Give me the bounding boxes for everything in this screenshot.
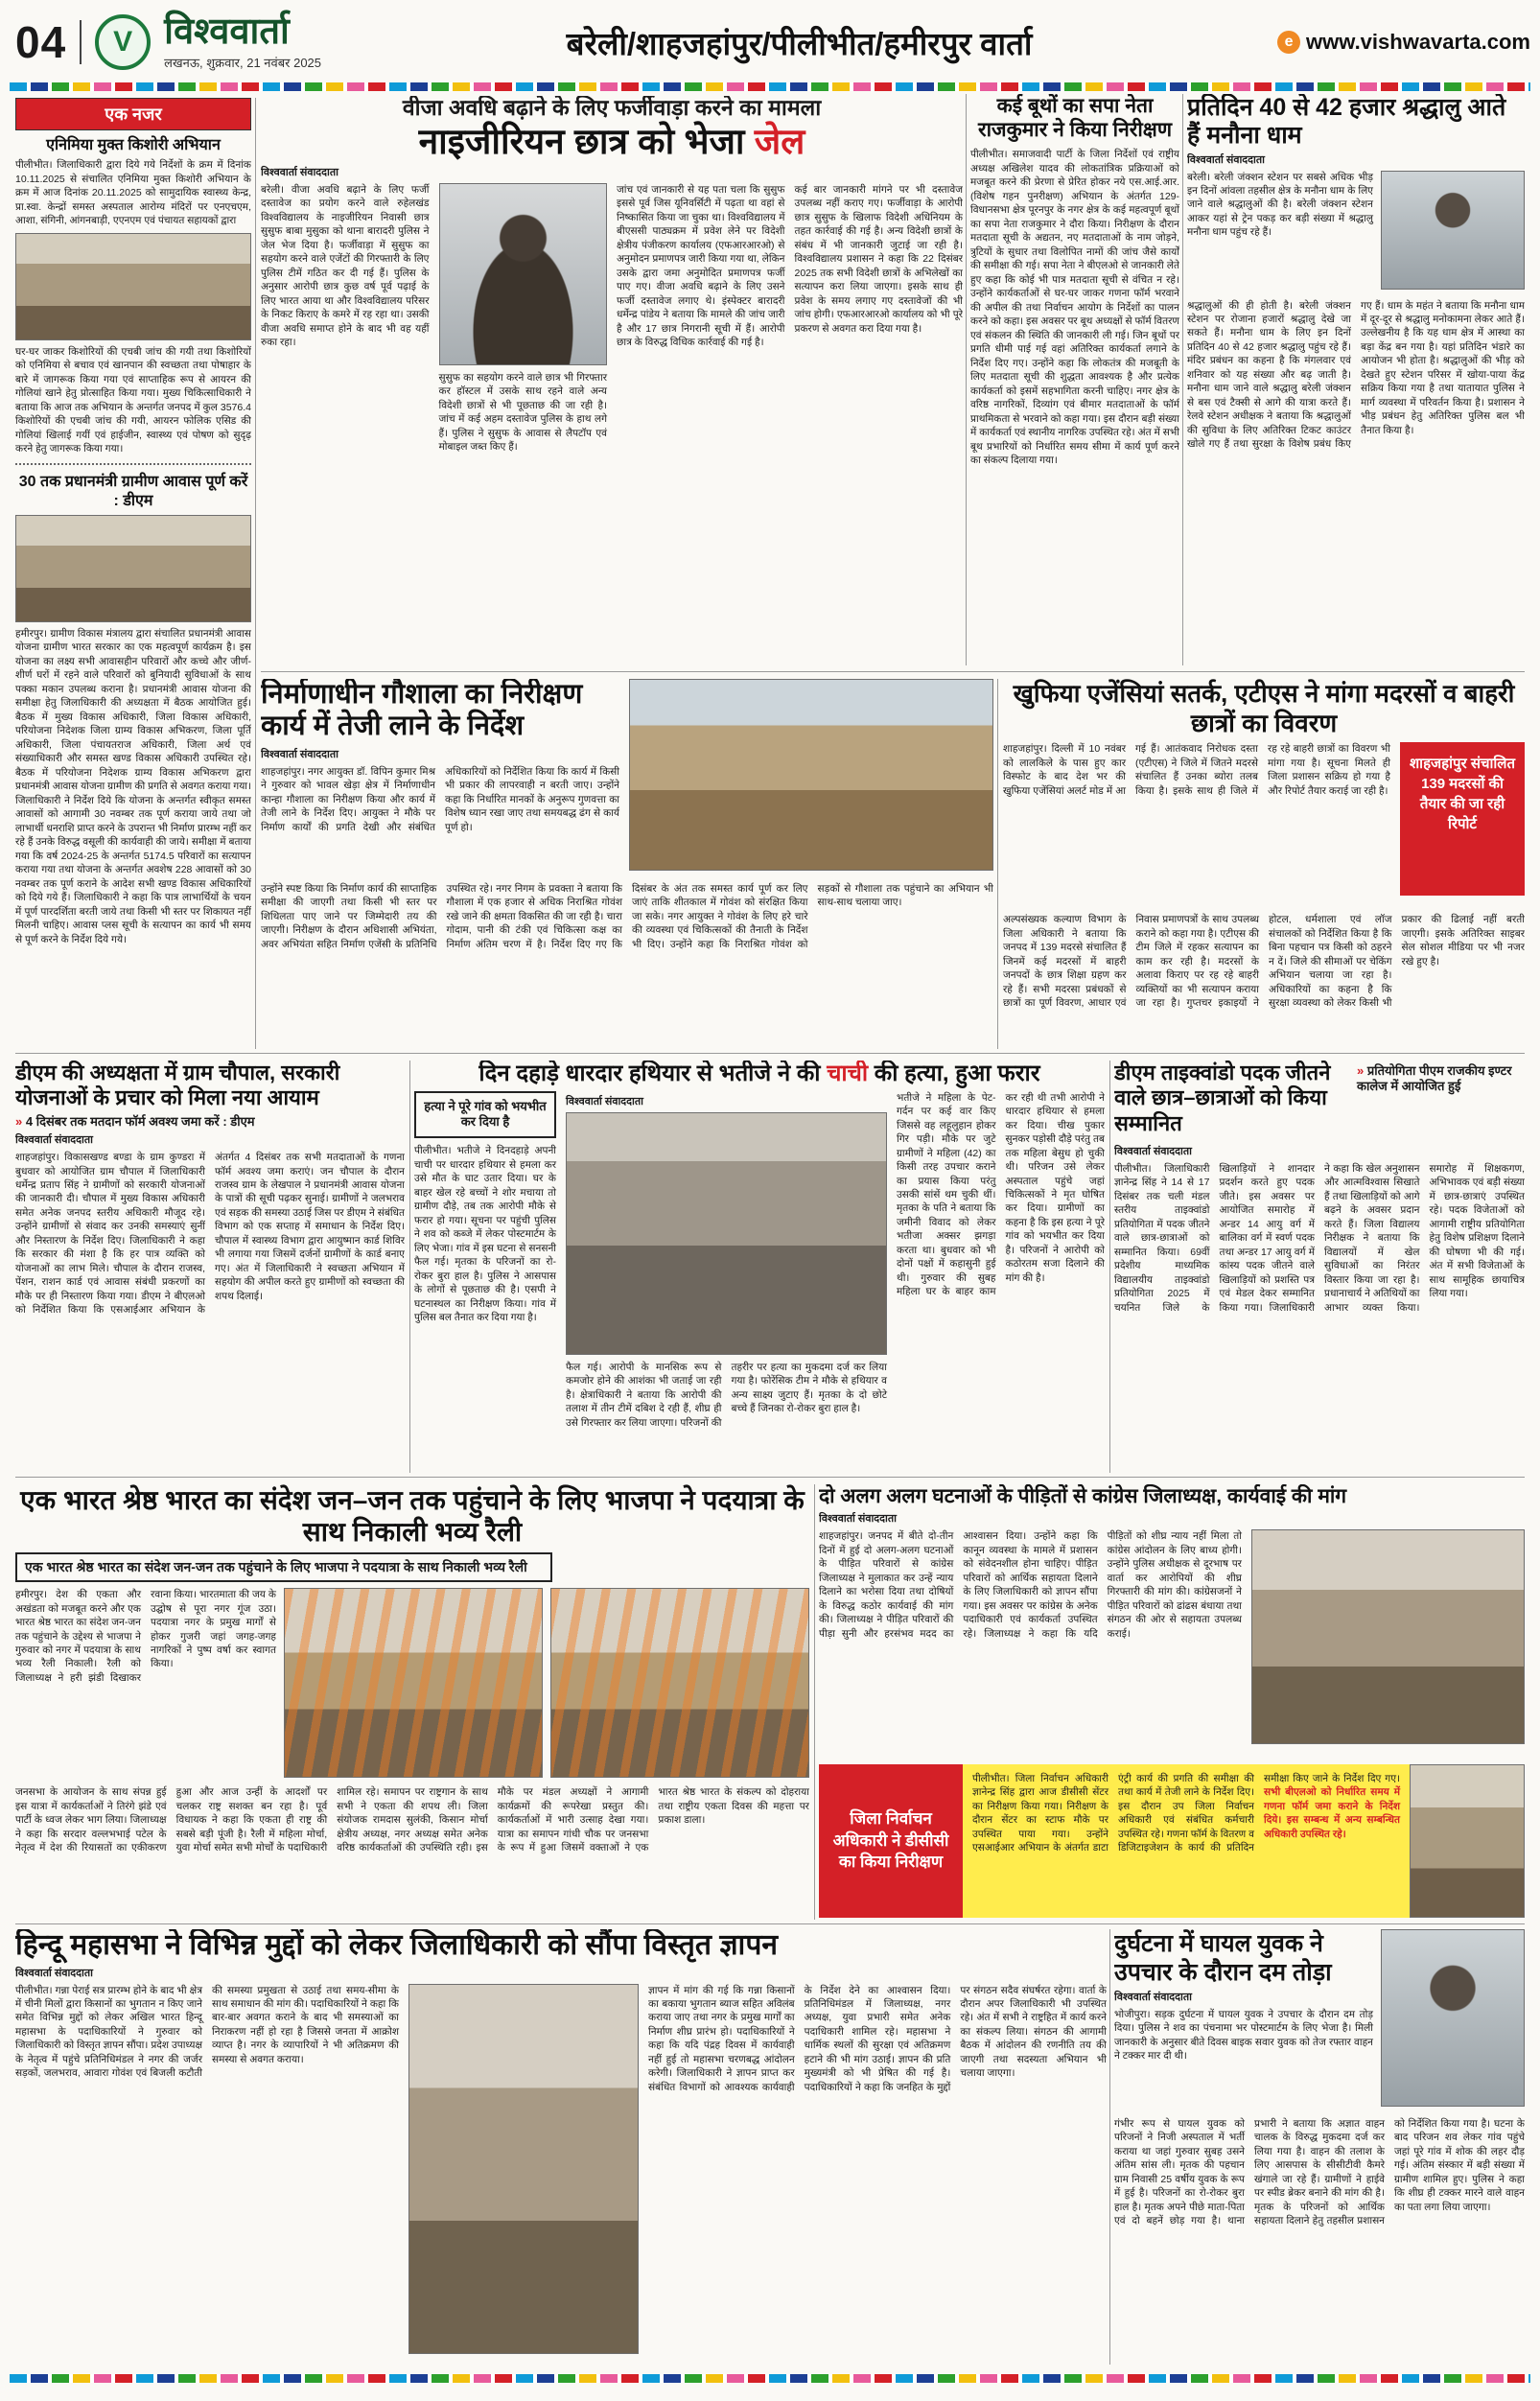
yellow-text-box <box>963 1764 1410 1918</box>
article-byline: विश्ववार्ता संवाददाता <box>566 1095 643 1107</box>
article-photo <box>15 233 251 340</box>
rally-photo-2 <box>550 1588 809 1778</box>
bullet-arrow-icon: » <box>15 1113 23 1129</box>
page-number: 04 <box>10 20 82 64</box>
article-byline: विश्ववार्ता संवाददाता <box>15 1134 93 1147</box>
body-column: पीलीभीत। गन्ना पेराई सत्र प्रारम्भ होने के बाद भी क्षेत्र में चीनी मिलों द्वारा किसानों का भुगतान न किए जाने समेत विभिन्न मुद्दों को लेकर अखिल भारत हिन्दू महासभा के पदाधिकारियों ने गुरुवार को जिलाधिकारी को विस्तृत ज्ञापन सौंपा। प्रदेश उपाध्यक्ष के नेतृत्व में पहुंचे प्रतिनिधिमंडल ने नगर की जर्जर सड़कों, जलभराव, आवारा गोवंश एवं बिजली कटौती की समस्या प्रमुखता से उठाई तथा समय-सीमा के साथ समाधान की मांग की। पदाधिकारियों ने कहा कि बार-बार अवगत कराने के बाद भी समस्याओं का निराकरण नहीं हो रहा है जिससे जनता में आक्रोश व्याप्त है। नगर के व्यापारियों ने भी अतिक्रमण की समस्या से अवगत कराया। <box>15 1984 399 2080</box>
article-manona-dham <box>1187 94 1525 665</box>
crime-scene-photo <box>566 1112 887 1355</box>
article-columns <box>261 183 963 649</box>
article-gram-chaupal <box>15 1061 405 1473</box>
article-photo <box>1381 171 1525 290</box>
body-column: सुसुफ का सहयोग करने वाले छात्र भी गिरफ्तार कर हॉस्टल में उसके साथ रहने वाले अन्य विदेशी छात्रों से भी पूछताछ की जा रही है। जांच में कई अहम दस्तावेज पुलिस के हाथ लगे हैं। पुलिस ने सुसुफ के आवास से लैपटॉप एवं मोबाइल जब्त किए हैं। <box>438 371 607 454</box>
victim-photo <box>1381 1929 1525 2107</box>
article-headline: दिन दहाड़े धारदार हथियार से भतीजे ने की चाची की हत्या, हुआ फरार <box>478 1061 1040 1086</box>
article-headline: दो अलग अलग घटनाओं के पीड़ितों से कांग्रेस जिलाध्यक्ष, कार्यवाई की मांग <box>819 1485 1347 1507</box>
red-label-box: जिला निर्वाचन अधिकारी ने डीसीसी का किया निरीक्षण <box>819 1764 963 1918</box>
divider-line <box>1182 94 1183 665</box>
article-congress-victims <box>819 1484 1525 1757</box>
article-bjp-rally <box>15 1484 809 1920</box>
middle-column <box>566 1091 887 1463</box>
article-headline: निर्माणाधीन गौशाला का निरीक्षण कार्य में तेजी लाने के निर्देश <box>261 679 583 742</box>
section-title-ek-nazar: एक नजर <box>15 98 251 130</box>
dotted-divider <box>15 463 251 465</box>
article-top-row <box>261 679 993 876</box>
article-headline: डीएम ताइक्वांडो पदक जीतने वाले छात्र–छात्राओं को किया सम्मानित <box>1114 1061 1331 1135</box>
body-column: जांच एवं जानकारी से यह पता चला कि सुसुफ इससे पूर्व जिस यूनिवर्सिटी में पढ़ता था वहां से निष्कासित किया जा चुका था। विश्वविद्यालय में बीएससी पाठ्यक्रम में प्रवेश लेने पर विदेशी क्षेत्रीय पंजीकरण कार्यालय (एफआरआरओ) से अनुमोदन प्रमाणपत्र जारी किया गया था, लेकिन उसके द्वारा जमा अनुमोदित प्रमाणपत्र फर्जी पाए गए। वीजा अवधि बढ़ाने के लिए उसने फर्जी दस्तावेज लगाए थे। इंस्पेक्टर बारादरी धर्मेन्द्र पांडेय ने बताया कि मामले की जांच जारी है और 17 छात्र निगरानी सूची में हैं। आरोपी छात्र के विरुद्ध विधिक कार्रवाई की गई है। <box>617 183 785 349</box>
article-body: श्रद्धालुओं की ही होती है। बरेली जंक्शन स्टेशन पर रोजाना हजारों श्रद्धालु देखे जा सकते हैं। मनौना धाम के लिए इन दिनों प्रतिदिन 40 से 42 हजार श्रद्धालु पहुंच रहे हैं। मंदिर प्रबंधन का कहना है कि मंगलवार एवं शनिवार को यह संख्या और बढ़ जाती है। मनौना धाम जाने वाले श्रद्धालु बरेली जंक्शन से बस एवं टैक्सी से आगे की यात्रा करते हैं। रेलवे स्टेशन अधीक्षक ने बताया कि श्रद्धालुओं की सुविधा के लिए अतिरिक्त टिकट काउंटर खोले गए हैं तथा सुरक्षा के विशेष प्रबंध किए गए हैं। धाम के महंत ने बताया कि मनौना धाम में दूर-दूर से श्रद्धालु मनोकामना लेकर आते हैं। उल्लेखनीय है कि यह धाम क्षेत्र में आस्था का बड़ा केंद्र बन गया है। यहां प्रतिदिन भंडारे का आयोजन भी होता है। श्रद्धालुओं की भीड़ को देखते हुए स्टेशन परिसर में खोया-पाया केंद्र सक्रिय किया गया है तथा यातायात पुलिस ने मार्ग व्यवस्था में परिवर्तन किया है। प्रशासन ने भीड़ प्रबंधन हेतु अतिरिक्त पुलिस बल भी तैनात किया है। <box>1187 299 1525 451</box>
article-body: पीलीभीत। जिला निर्वाचन अधिकारी ज्ञानेन्द्र सिंह द्वारा आज डीसीसी सेंटर का निरीक्षण किया गया। निरीक्षण के दौरान सेंटर का स्टाफ मौके पर उपस्थित पाया गया। उन्होंने एसआईआर अभियान के अंतर्गत डाटा एंट्री कार्य की प्रगति की समीक्षा की तथा कार्य में तेजी लाने के निर्देश दिए। इस दौरान उप जिला निर्वाचन अधिकारी एवं संबंधित कर्मचारी उपस्थित रहे। गणना फॉर्म के वितरण व डिजिटाइजेशन के कार्य की प्रतिदिन समीक्षा किए जाने के निर्देश दिए गए। सभी बीएलओ को निर्धारित समय में गणना फॉर्म जमा कराने के निर्देश दिये। इस सम्बन्ध में अन्य सम्बन्धित अधिकारी उपस्थित रहे। <box>972 1773 1400 1854</box>
article-byline: विश्ववार्ता संवाददाता <box>1114 1992 1192 2003</box>
article-body: हमीरपुर। ग्रामीण विकास मंत्रालय द्वारा संचालित प्रधानमंत्री आवास योजना ग्रामीण भारत सरकार का एक महत्वपूर्ण कार्यक्रम है। इस योजना का लक्ष्य सभी आवासहीन परिवारों और कच्चे और जीर्ण-शीर्ण घरों में रहने वाले परिवारों को बुनियादी सुविधाओं के साथ पक्का मकान उपलब्ध कराना है। प्रधानमंत्री आवास योजना की समीक्षा हेतु जिलाधिकारी की अध्यक्षता में बैठक आयोजित हुई। बैठक में मुख्य विकास अधिकारी, जिला विकास अधिकारी, परियोजना निदेशक जिला ग्राम्य विकास अभिकरण, जिला पूर्ति अधिकारी, जिला पंचायतराज अधिकारी, जिला अर्थ एवं संख्याधिकारी और समस्त खण्ड विकास अधिकारी उपस्थित रहे। बैठक में परियोजना निदेशक ग्राम्य विकास अभिकरण द्वारा प्रधानमंत्री आवास योजना ग्रामीण की प्रगति से अवगत कराया गया। जिलाधिकारी ने निर्देश दिये कि योजना के अन्तर्गत स्वीकृत समस्त आवासों को आगामी 30 नवम्बर तक पूर्ण कराया जाये तथा जो लाभार्थी धनराशि प्राप्त करने के उपरान्त भी निर्माण प्रारम्भ नहीं कर रहे हैं उनके विरुद्ध वसूली की कार्यवाही की जाये। समीक्षा में बताया गया कि वर्ष 2024-25 के अन्तर्गत 5174.5 परिवारों का सत्यापन कराया गया तथा योजना के अन्तर्गत अवशेष 228 आवासों को 30 नवम्बर तक पूर्ण कराने के आदेश सभी खण्ड विकास अधिकारियों को दिये गये हैं। जिलाधिकारी ने कहा कि पात्र लाभार्थियों के चयन में पूर्ण पारदर्शिता बरती जाये तथा किसी भी स्तर पर शिकायत नहीं मिलनी चाहिए। आवास प्लस सूची के सत्यापन का कार्य भी समय से पूर्ण करने के निर्देश दिये गये। <box>15 627 251 945</box>
article-photo <box>1251 1529 1525 1744</box>
article-byline: विश्ववार्ता संवाददाता <box>1187 153 1265 166</box>
bullet-arrow-icon: » <box>1357 1063 1365 1078</box>
article-bullet: » 4 दिसंबर तक मतदान फॉर्म अवश्य जमा करें : डीएम <box>15 1113 255 1129</box>
article-byline: विश्ववार्ता संवाददाता <box>15 1967 93 1979</box>
article-headline: खुफिया एजेंसियां सतर्क, एटीएस ने मांगा मदरसों व बाहरी छात्रों का विवरण <box>1013 679 1515 738</box>
article-ats-madrasa-report <box>1003 679 1525 1049</box>
rainbow-divider-top <box>10 82 1530 91</box>
article-photo <box>1410 1764 1525 1918</box>
divider-line <box>814 1484 815 1920</box>
website-url: www.vishwavarta.com <box>1306 30 1530 54</box>
masthead-title: विश्ववार्ता <box>164 12 290 53</box>
website-link <box>1277 30 1530 55</box>
article-headline: 30 तक प्रधानमंत्री ग्रामीण आवास पूर्ण करें : डीएम <box>18 474 248 509</box>
article-lead: हमीरपुर। देश की एकता और अखंडता को मजबूत करने और एक भारत श्रेष्ठ भारत का संदेश जन-जन तक पहुंचाने के उद्देश्य से भाजपा ने गुरुवार को नगर में पदयात्रा के साथ भव्य रैली निकाली। रैली को जिलाध्यक्ष ने हरी झंडी दिखाकर रवाना किया। भारतमाता की जय के उद्घोष से पूरा नगर गूंज उठा। पदयात्रा नगर के प्रमुख मार्गों से होकर गुजरी जहां जगह-जगह नागरिकों ने पुष्प वर्षा कर स्वागत किया। <box>15 1589 276 1684</box>
article-body: शाहजहांपुर। दिल्ली में 10 नवंबर को लालकिले के पास हुए कार विस्फोट के बाद देश भर की खुफिया एजेंसियां अलर्ट मोड में आ गई हैं। आतंकवाद निरोधक दस्ता (एटीएस) ने जिले में जितने मदरसे संचालित हैं उनका ब्योरा तलब किया है। इसके साथ ही जिले में रह रहे बाहरी छात्रों का विवरण भी मांगा गया है। सूचना मिलते ही जिला प्रशासन सक्रिय हो गया है और रिपोर्ट तैयार कराई जा रही है। <box>1003 743 1390 797</box>
article-headline: नाइजीरियन छात्र को भेजा जेल <box>418 122 805 162</box>
article-body: घर-घर जाकर किशोरियों की एचबी जांच की गयी तथा किशोरियों को एनिमिया से बचाव एवं खानपान की स्वच्छता तथा पोषाहार के बारे में जागरूक किया गया एवं साप्ताहिक रूप से आयरन की गोलियां खाने हेतु प्रोत्साहित किया गया। मुख्य चिकित्साधिकारी ने बताया कि आज तक अभियान के अन्तर्गत जनपद में कुल 3576.4 किशोरियों की एचबी जांच की गयी, आयरन फोलिक एसिड की गोलियां खिलाई गयीं एवं हाईजीन, स्वास्थ्य एवं पोषण को सुदृढ़ करने हेतु जागरूक किया गया। <box>15 345 251 455</box>
edition-title: बरेली/शाहजहांपुर/पीलीभीत/हमीरपुर वार्ता <box>566 25 1033 61</box>
article-headline: डीएम की अध्यक्षता में ग्राम चौपाल, सरकारी योजनाओं के प्रचार को मिला नया आयाम <box>15 1061 340 1110</box>
vishwavarta-logo-icon: V <box>95 14 151 70</box>
page-header <box>10 6 1530 79</box>
article-body: पीलीभीत। जिलाधिकारी द्वारा दिये गये निर्देशों के क्रम में दिनांक 10.11.2025 से संचालित एनिमिया मुक्त किशोरी अभियान के क्रम में आज दिनांक 20.11.2025 को सामुदायिक स्वास्थ्य केन्द्र, प्रा.स्वा. केन्द्रों समस्त अस्पताल आरोग्य मंदिरों पर एनएचएम, आशा, संगिनी, आंगनबाड़ी, एएनएम एवं पंचायत सहायकों द्वारा <box>15 159 251 227</box>
article-head-cell <box>261 679 619 876</box>
article-headline: एनिमिया मुक्त किशोरी अभियान <box>46 137 221 153</box>
article-body: पीलीभीत। समाजवादी पार्टी के जिला निर्देशों एवं राष्ट्रीय अध्यक्ष अखिलेश यादव की लोकतांत्रिक प्रक्रियाओं को मजबूत करने की प्रेरणा से प्रेरित होकर नये एस.आई.आर. (विशेष गहन पुनरीक्षण) अभियान के अंतर्गत 129-विधानसभा क्षेत्र पूरनपुर के नगर क्षेत्र के कई महत्वपूर्ण बूथों का सपा नेता राजकुमार ने दौरा किया। निरीक्षण के दौरान मतदाता सूची के अद्यतन, नए मतदाताओं के नाम जोड़ने, त्रुटियों के सुधार तथा विलोपित नामों की जांच जैसे कार्यों की समीक्षा की गई। सपा नेता ने बीएलओ से जानकारी लेते हुए कहा कि कोई भी पात्र मतदाता सूची से वंचित न रहे। उन्होंने कार्यकर्ताओं से घर-घर जाकर गणना फॉर्म भरवाने की अपील की तथा निर्वाचन आयोग के निर्देशों का पालन करने को कहा। इस अवसर पर बूथ अध्यक्षों से फॉर्म वितरण एवं संकलन की स्थिति की जानकारी ली गई। जिन बूथों पर प्रगति धीमी पाई गई वहां अतिरिक्त कार्यकर्ता लगाने के निर्देश दिए गए। उन्होंने कहा कि लोकतंत्र की मजबूती के लिए मतदाता सूची की शुद्धता आवश्यक है और प्रत्येक कार्यकर्ता को इसमें सहभागिता करनी चाहिए। नगर क्षेत्र के वरिष्ठ नागरिकों, दिव्यांग एवं बीमार मतदाताओं के फॉर्म प्राथमिकता से भरवाने को कहा गया। इस दौरान बड़ी संख्या में कार्यकर्ता एवं स्थानीय नागरिक उपस्थित रहे। अंत में सभी बूथ प्रभारियों को निर्धारित समय सीमा में कार्य पूर्ण करने का संकल्प दिलाया गया। <box>970 149 1179 467</box>
divider-line <box>15 1477 1525 1478</box>
article-body: गंभीर रूप से घायल युवक को परिजनों ने निजी अस्पताल में भर्ती कराया था जहां गुरुवार सुबह उसने अंतिम सांस ली। मृतक की पहचान ग्राम निवासी 25 वर्षीय युवक के रूप में हुई है। परिजनों का रो-रोकर बुरा हाल है। मृतक अपने पीछे माता-पिता एवं दो बहनें छोड़ गया है। थाना प्रभारी ने बताया कि अज्ञात वाहन चालक के विरुद्ध मुकदमा दर्ज कर लिया गया है। वाहन की तलाश के लिए आसपास के सीसीटीवी कैमरे खंगाले जा रहे हैं। ग्रामीणों ने हाईवे पर स्पीड ब्रेकर बनाने की मांग की है। मृतक के परिजनों को आर्थिक सहायता दिलाने हेतु तहसील प्रशासन को निर्देशित किया गया है। घटना के बाद परिजन शव लेकर गांव पहुंचे जहां पूरे गांव में शोक की लहर दौड़ गई। अंतिम संस्कार में बड़ी संख्या में ग्रामीण शामिल हुए। पुलिस ने कहा कि शीघ्र ही टक्कर मारने वाले वाहन का पता लगा लिया जाएगा। <box>1114 2118 1525 2227</box>
article-headline: हिन्दू महासभा ने विभिन्न मुद्दों को लेकर जिलाधिकारी को सौंपा विस्तृत ज्ञापन <box>15 1929 779 1961</box>
article-mid-row <box>15 1588 809 1780</box>
globe-icon: e <box>1277 31 1300 54</box>
body-column: फैल गई। आरोपी के मानसिक रूप से कमजोर होने की आशंका भी जताई जा रही है। क्षेत्राधिकारी ने बताया कि आरोपी की तलाश में तीन टीमें दबिश दे रही हैं, शीघ्र ही उसे गिरफ्तार कर लिया जाएगा। परिजनों की तहरीर पर हत्या का मुकदमा दर्ज कर लिया गया है। फोरेंसिक टीम ने मौके से हथियार व अन्य साक्ष्य जुटाए हैं। मृतका के दो छोटे बच्चे हैं जिनका रो-रोकर बुरा हाल है। <box>566 1361 887 1429</box>
article-body: पीलीभीत। जिलाधिकारी ज्ञानेन्द्र सिंह ने 14 से 17 दिसंबर तक चली मंडल स्तरीय ताइक्वांडो प्रतियोगिता में पदक जीतने वाले छात्र-छात्राओं को सम्मानित किया। 69वीं प्रदेशीय माध्यमिक विद्यालयीय ताइक्वांडो प्रतियोगिता 2025 में चयनित जिले के खिलाड़ियों ने शानदार प्रदर्शन करते हुए पदक जीते। इस अवसर पर आयोजित समारोह में अन्डर 14 आयु वर्ग में बालिका वर्ग में स्वर्ण पदक तथा अन्डर 17 आयु वर्ग में कांस्य पदक जीतने वाले खिलाड़ियों को प्रशस्ति पत्र एवं मेडल देकर सम्मानित किया गया। जिलाधिकारी ने कहा कि खेल अनुशासन और आत्मविश्वास सिखाते हैं तथा खिलाड़ियों को आगे बढ़ने के अवसर प्रदान करते हैं। जिला विद्यालय निरीक्षक ने बताया कि विद्यालयों में खेल सुविधाओं का निरंतर विस्तार किया जा रहा है। प्रधानाचार्य ने अतिथियों का आभार व्यक्त किया। समारोह में शिक्षकगण, अभिभावक एवं बड़ी संख्या में छात्र-छात्राएं उपस्थित रहे। पदक विजेताओं को आगामी राष्ट्रीय प्रतियोगिता हेतु विशेष प्रशिक्षण दिलाने की घोषणा भी की गई। अंत में सभी विजेताओं के साथ सामूहिक छायाचित्र लिया गया। <box>1114 1163 1525 1314</box>
body-column: बरेली। वीजा अवधि बढ़ाने के लिए फर्जी दस्तावेज का प्रयोग करने वाले रुहेलखंड विश्वविद्यालय के नाइजीरियन निवासी छात्र सुसुफ बाबा मुसुका को थाना बारादरी पुलिस ने जेल भेज दिया है। फर्जीवाड़ा में सुसुफ का सहयोग करने वाले एजेंटों की गिरफ्तारी के लिए पुलिस टीमें गठित कर दी गई हैं। पुलिस के अनुसार आरोपी छात्र कुछ वर्ष पूर्व पढ़ाई के लिए भारत आया था और विश्वविद्यालय परिसर के निकट किराए के कमरे में रह रहा था। उसकी वीजा अवधि समाप्त होने के बाद भी वह यहीं रुका रहा। <box>261 183 430 349</box>
article-photo <box>629 679 993 871</box>
body-column: पीलीभीत। भतीजे ने दिनदहाड़े अपनी चाची पर धारदार हथियार से हमला कर उसे मौत के घाट उतार दिया। घर के बाहर खेल रहे बच्चों ने शोर मचाया तो ग्रामीण दौड़े, तब तक आरोपी मौके से फरार हो गया। सूचना पर पहुंची पुलिस ने शव को कब्जे में लेकर पोस्टमार्टम के लिए भेजा। गांव में इस घटना से सनसनी फैल गई। मृतका के परिजनों का रो-रोकर बुरा हाल है। पुलिस ने आसपास के लोगों से पूछताछ की है। एसपी ने घटनास्थल का निरीक्षण किया। गांव में पुलिस बल तैनात कर दिया गया है। <box>414 1145 556 1324</box>
divider-line <box>409 1061 410 1473</box>
memorandum-photo <box>408 1984 639 2354</box>
article-byline: विश्ववार्ता संवाददाता <box>819 1513 897 1526</box>
article-taekwondo-awards <box>1114 1061 1525 1473</box>
article-columns <box>15 1984 1107 2354</box>
article-headline: एक भारत श्रेष्ठ भारत का संदेश जन–जन तक पहुंचाने के लिए भाजपा ने पदयात्रा के साथ निकाली भव्य रैली <box>20 1485 805 1548</box>
article-photo <box>15 515 251 622</box>
masthead-dateline: लखनऊ, शुक्रवार, 21 नवंबर 2025 <box>164 55 322 70</box>
article-lead-row <box>1187 171 1525 293</box>
body-column: कई बार जानकारी मांगने पर भी दस्तावेज उपलब्ध नहीं कराए गए। फर्जीवाड़ा के आरोपी छात्र सुसुफ के खिलाफ विदेशी अधिनियम के तहत कार्रवाई की गई है। अन्य विदेशी छात्रों के संबंध में भी जानकारी जुटाई जा रही है। विश्वविद्यालय प्रशासन ने कहा कि 22 दिसंबर 2025 तक सभी विदेशी छात्रों के अभिलेखों का सत्यापन करा लिया जाएगा। इसके साथ ही प्रवेश के समय लगाए गए दस्तावेजों की भी जांच होगी। एफआरआरओ कार्यालय को भी पूरे प्रकरण से अवगत करा दिया गया है। <box>794 183 963 335</box>
article-top-row <box>1114 1061 1525 1141</box>
article-headline: कई बूथों का सपा नेता राजकुमार ने किया निरीक्षण <box>977 95 1173 142</box>
article-body: शाहजहांपुर। विकासखण्ड बण्डा के ग्राम कुण्डरा में बुधवार को आयोजित ग्राम चौपाल में जिलाधिकारी धर्मेन्द्र प्रताप सिंह ने ग्रामीणों को सरकारी योजनाओं की जानकारी दी। चौपाल में मुख्य विकास अधिकारी समेत अनेक जनपद स्तरीय अधिकारी मौजूद रहे। उन्होंने ग्रामीणों से संवाद कर उनकी समस्याएं सुनीं और निस्तारण के निर्देश दिए। जिलाधिकारी ने कहा कि सरकार की मंशा है कि हर पात्र व्यक्ति को योजनाओं का लाभ मिले। चौपाल के दौरान राजस्व, पेंशन, राशन कार्ड एवं आवास संबंधी प्रकरणों का मौके पर ही निस्तारण किया गया। डीएम ने बीएलओ को निर्देशित किया कि एसआईआर अभियान के अंतर्गत 4 दिसंबर तक सभी मतदाताओं के गणना फॉर्म अवश्य जमा कराएं। जन चौपाल के दौरान राजस्व ग्राम के लेखपाल ने प्रधानमंत्री आवास योजना के पात्रों की सूची पढ़कर सुनाई। ग्रामीणों ने जलभराव एवं सड़क की समस्या उठाई जिस पर डीएम ने संबंधित विभाग को एक सप्ताह में समाधान के निर्देश दिए। चौपाल में स्वास्थ्य विभाग द्वारा आयुष्मान कार्ड शिविर भी लगाया गया जिसमें दर्जनों ग्रामीणों के कार्ड बनाए गए। अंत में जिलाधिकारी ने स्वच्छता अभियान में सहयोग की अपील करते हुए ग्रामीणों को स्वच्छता की शपथ दिलाई। <box>15 1152 405 1317</box>
left-column <box>414 1091 556 1463</box>
article-kicker: वीजा अवधि बढ़ाने के लिए फर्जीवाड़ा करने का मामला <box>402 96 822 120</box>
dcc-row <box>819 1764 1525 1918</box>
divider-line <box>966 94 967 665</box>
article-strap: एक भारत श्रेष्ठ भारत का संदेश जन-जन तक पहुंचाने के लिए भाजपा ने पदयात्रा के साथ निकाली भव्य रैली <box>15 1552 552 1582</box>
article-byline: विश्ववार्ता संवाददाता <box>261 748 338 760</box>
masthead-block <box>164 13 321 71</box>
inset-quote-box: हत्या ने पूरे गांव को भयभीत कर दिया है <box>414 1091 556 1139</box>
article-columns <box>819 1529 1525 1746</box>
article-byline: विश्ववार्ता संवाददाता <box>261 166 338 178</box>
article-aunt-murder <box>414 1061 1105 1473</box>
article-sp-booth-inspection <box>970 94 1179 665</box>
article-byline: विश्ववार्ता संवाददाता <box>1114 1146 1192 1157</box>
right-column: भतीजे ने महिला के पेट-गर्दन पर कई वार किए जिससे वह लहूलुहान होकर गिर पड़ी। मौके पर जुटे ग्रामीणों ने महिला (42) का किसी तरह उपचार कराने का प्रयास किया परंतु उसकी सांसें थम चुकी थीं। मृतका के पति ने बताया कि जमीनी विवाद को लेकर भतीजा अक्सर झगड़ा करता था। बुधवार को भी दोनों पक्षों में कहासुनी हुई थी। गुरुवार की सुबह महिला घर के बाहर काम कर रही थी तभी आरोपी ने धारदार हथियार से हमला कर दिया। चीख पुकार सुनकर पड़ोसी दौड़े परंतु तब तक महिला बेसुध हो चुकी थी। परिजन उसे लेकर अस्पताल पहुंचे जहां चिकित्सकों ने मृत घोषित कर दिया। ग्रामीणों का कहना है कि इस हत्या ने पूरे गांव को भयभीत कर दिया है। परिजनों ने आरोपी को कठोरतम सजा दिलाने की मांग की है। <box>897 1091 1105 1298</box>
divider-line <box>997 679 998 1049</box>
divider-line <box>261 671 1525 672</box>
article-gaushala-inspection <box>261 679 993 1049</box>
article-lead: भोजीपुरा। सड़क दुर्घटना में घायल युवक ने उपचार के दौरान दम तोड़ दिया। पुलिस ने शव का पंचनामा भर पोस्टमार्टम के लिए भेजा है। मिली जानकारी के अनुसार बीते दिवस बाइक सवार युवक को तेज रफ्तार वाहन ने टक्कर मार दी थी। <box>1114 2009 1373 2063</box>
article-dcc-inspection <box>819 1764 1525 1920</box>
article-body: जनसभा के आयोजन के साथ संपन्न हुई इस यात्रा में कार्यकर्ताओं ने तिरंगे झंडे एवं पार्टी के ध्वज लेकर भाग लिया। जिलाध्यक्ष ने कहा कि सरदार वल्लभभाई पटेल के नेतृत्व में देश की रियासतों का एकीकरण हुआ और आज उन्हीं के आदर्शों पर चलकर राष्ट्र सशक्त बन रहा है। पूर्व विधायक ने कहा कि एकता ही राष्ट्र की सबसे बड़ी पूंजी है। रैली में महिला मोर्चा, युवा मोर्चा समेत सभी मोर्चों के पदाधिकारी शामिल रहे। समापन पर राष्ट्रगान के साथ सभी ने एकता की शपथ ली। जिला संयोजक रामदास सुलंकी, किसान मोर्चा क्षेत्रीय अध्यक्ष, नगर अध्यक्ष समेत अनेक वरिष्ठ कार्यकर्ताओं की उपस्थिति रही। इस मौके पर मंडल अध्यक्षों ने आगामी कार्यक्रमों की रूपरेखा प्रस्तुत की। कार्यकर्ताओं में भारी उत्साह देखा गया। यात्रा का समापन गांधी चौक पर जनसभा के रूप में हुआ जिसमें वक्ताओं ने एक भारत श्रेष्ठ भारत के संकल्प को दोहराया तथा राष्ट्रीय एकता दिवस की महत्ता पर प्रकाश डाला। <box>15 1786 809 1853</box>
article-lead: बरेली। बरेली जंक्शन स्टेशन पर सबसे अधिक भीड़ इन दिनों आंवला तहसील क्षेत्र के मनौना धाम के लिए जाने वाले श्रद्धालुओं की है। बरेली जंक्शन स्टेशन आकर यहां से ट्रेन पकड़ कर बड़ी संख्या में श्रद्धालु मनौना धाम पहुंच रहे हैं। <box>1187 171 1373 239</box>
divider-line <box>1109 1929 1110 2365</box>
article-top-row <box>1114 1929 1525 2111</box>
article-body: शाहजहांपुर। जनपद में बीते दो-तीन दिनों में हुई दो अलग-अलग घटनाओं के पीड़ित परिवारों से कांग्रेस जिलाध्यक्ष ने मुलाकात कर उन्हें न्याय दिलाने का भरोसा दिया तथा दोषियों के विरुद्ध कठोर कार्यवाई की मांग की। जिलाध्यक्ष ने पीड़ित परिवारों की पीड़ा सुनी और हरसंभव मदद का आश्वासन दिया। उन्होंने कहा कि कानून व्यवस्था के मामले में प्रशासन को संवेदनशील होना चाहिए। पीड़ित परिवारों को आर्थिक सहायता दिलाने के लिए जिलाधिकारी को ज्ञापन सौंपा गया। इस अवसर पर कांग्रेस के अनेक पदाधिकारी एवं कार्यकर्ता उपस्थित रहे। जिलाध्यक्ष ने कहा कि यदि पीड़ितों को शीघ्र न्याय नहीं मिला तो कांग्रेस आंदोलन के लिए बाध्य होगी। उन्होंने पुलिस अधीक्षक से दूरभाष पर वार्ता कर आरोपियों की शीघ्र गिरफ्तारी की मांग की। कांग्रेसजनों ने पीड़ित परिवारों को ढांढस बंधाया तथा संगठन की ओर से सहायता उपलब्ध कराई। <box>819 1530 1242 1640</box>
divider-line <box>1109 1061 1110 1473</box>
rainbow-divider-bottom <box>10 2374 1530 2383</box>
sidebar-ek-nazar <box>15 98 251 1049</box>
sidebar-article-awas <box>15 473 251 1049</box>
highlight-box: शाहजहांपुर संचालित 139 मदरसों की तैयार की जा रही रिपोर्ट <box>1400 742 1525 896</box>
article-headline: प्रतिदिन 40 से 42 हजार श्रद्धालु आते हैं मनौना धाम <box>1187 94 1506 149</box>
article-body: उन्होंने स्पष्ट किया कि निर्माण कार्य की साप्ताहिक समीक्षा की जाएगी तथा किसी भी स्तर पर शिथिलता पाए जाने पर जिम्मेदारी तय की जाएगी। निरीक्षण के दौरान अधिशासी अभियंता, अवर अभियंता सहित निर्माण एजेंसी के प्रतिनिधि उपस्थित रहे। नगर निगम के प्रवक्ता ने बताया कि गौशाला में एक हजार से अधिक निराश्रित गोवंश रखे जाने की क्षमता विकसित की जा रही है। चारा गोदाम, पानी की टंकी एवं चिकित्सा कक्ष का निर्माण अंतिम चरण में है। निर्देश दिए गए कि दिसंबर के अंत तक समस्त कार्य पूर्ण कर लिए जाएं ताकि शीतकाल में गोवंश को संरक्षित किया जा सके। नगर आयुक्त ने गोवंश के लिए हरे चारे की व्यवस्था एवं चिकित्सकों की तैनाती के निर्देश भी दिए। उन्होंने कहा कि निराश्रित गोवंश को सड़कों से गौशाला तक पहुंचाने का अभियान भी साथ-साथ चलाया जाए। <box>261 883 993 950</box>
mugshot-photo <box>439 183 608 365</box>
body-column-with-photo <box>439 183 608 649</box>
sidebar-article-anemia <box>15 136 251 455</box>
rally-photo-1 <box>284 1588 543 1778</box>
article-body: शाहजहांपुर। नगर आयुक्त डॉ. विपिन कुमार मिश्र ने गुरुवार को भावल खेड़ा क्षेत्र में निर्माणाधीन कान्हा गौशाला का निरीक्षण किया और कार्य में तेजी लाने के निर्देश दिए। आयुक्त ने मौके पर निर्माण कार्यों की प्रगति देखी और संबंधित अधिकारियों को निर्देशित किया कि कार्य में किसी भी प्रकार की लापरवाही न बरती जाए। उन्होंने कहा कि निर्धारित मानकों के अनुरूप गुणवत्ता का विशेष ध्यान रखा जाए तथा समयबद्ध ढंग से कार्य पूर्ण हो। <box>261 765 619 833</box>
article-top-row <box>1003 742 1525 907</box>
body-column: ज्ञापन में मांग की गई कि गन्ना किसानों का बकाया भुगतान ब्याज सहित अविलंब कराया जाए तथा नगर के प्रमुख मार्गों का निर्माण शीघ्र प्रारंभ हो। पदाधिकारियों ने कहा कि यदि पंद्रह दिवस में कार्यवाही नहीं हुई तो महासभा चरणबद्ध आंदोलन करेगी। जिलाधिकारी ने ज्ञापन प्राप्त कर संबंधित विभागों को आवश्यक कार्यवाही के निर्देश देने का आश्वासन दिया। प्रतिनिधिमंडल में जिलाध्यक्ष, नगर अध्यक्ष, युवा प्रभारी समेत अनेक पदाधिकारी शामिल रहे। महासभा ने धार्मिक स्थलों की सुरक्षा एवं अतिक्रमण हटाने की भी मांग उठाई। ज्ञापन की प्रति मुख्यमंत्री को भी प्रेषित की गई है। पदाधिकारियों ने कहा कि जनहित के मुद्दों पर संगठन सदैव संघर्षरत रहेगा। वार्ता के दौरान अपर जिलाधिकारी भी उपस्थित रहे। अंत में सभी ने राष्ट्रहित में कार्य करने का संकल्प लिया। संगठन की आगामी बैठक में आंदोलन की रणनीति तय की जाएगी तथा सदस्यता अभियान भी चलाया जाएगा। <box>648 1984 1107 2093</box>
article-nigerian-student-jail <box>261 96 963 664</box>
divider-line <box>15 1053 1525 1054</box>
article-hindu-mahasabha-memo <box>15 1929 1107 2365</box>
article-accident-death <box>1114 1929 1525 2365</box>
article-head-cell <box>1114 1929 1373 2111</box>
divider-line <box>255 98 256 1049</box>
article-columns <box>414 1091 1105 1463</box>
article-headline: दुर्घटना में घायल युवक ने उपचार के दौरान दम तोड़ा <box>1114 1930 1332 1986</box>
article-body: अल्पसंख्यक कल्याण विभाग के जिला अधिकारी ने बताया कि जनपद में 139 मदरसे संचालित हैं जिनमें कई मदरसों में बाहरी जनपदों के छात्र शिक्षा ग्रहण कर रहे हैं। सभी मदरसा प्रबंधकों से छात्रों का पूर्ण विवरण, आधार एवं निवास प्रमाणपत्रों के साथ उपलब्ध कराने को कहा गया है। एटीएस की टीम जिले में रहकर सत्यापन का काम कर रही है। मदरसों के अलावा किराए पर रह रहे बाहरी व्यक्तियों का भी सत्यापन कराया जा रहा है। गुप्तचर इकाइयों ने होटल, धर्मशाला एवं लॉज संचालकों को निर्देशित किया है कि बिना पहचान पत्र किसी को ठहरने न दें। जिले की सीमाओं पर चेकिंग अभियान चलाया जा रहा है। अधिकारियों का कहना है कि सुरक्षा व्यवस्था को लेकर किसी भी प्रकार की ढिलाई नहीं बरती जाएगी। इसके अतिरिक्त साइबर सेल सोशल मीडिया पर भी नजर रखे हुए है। <box>1003 914 1525 1010</box>
divider-line <box>15 1923 1525 1924</box>
article-bullet: » प्रतियोगिता पीएम राजकीय इण्टर कालेज में आयोजित हुई <box>1357 1063 1512 1094</box>
